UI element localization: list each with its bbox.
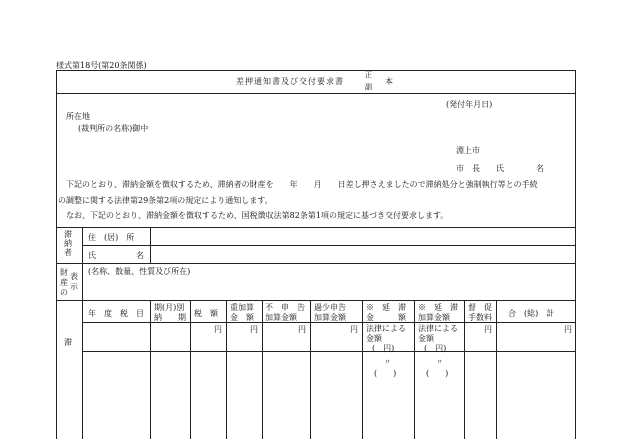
col-divider xyxy=(414,300,415,439)
col-divider xyxy=(226,300,227,439)
ditto-paren: ( ) xyxy=(374,369,397,378)
debtor-label-char: 納 xyxy=(64,239,72,248)
frame-left xyxy=(56,70,57,439)
property-label-char: 産 xyxy=(60,278,68,287)
debtor-bottom-line xyxy=(56,263,576,264)
col-divider xyxy=(464,300,465,439)
issuer-city: 淵上市 xyxy=(456,146,480,155)
header-delay2-2: 加算金額 xyxy=(418,313,450,322)
unit-yen: 円 xyxy=(250,325,258,334)
header-under-1: 過少申告 xyxy=(314,303,346,312)
header-under-2: 加算金額 xyxy=(314,313,346,322)
header-due-1: 期(月)別 xyxy=(154,303,185,312)
header-fee-1: 督 促 xyxy=(468,303,492,312)
header-due-2: 納 期 xyxy=(154,313,186,322)
unit-yen: 円 xyxy=(484,325,492,334)
frame-right xyxy=(575,70,576,439)
unit-yen: 円 xyxy=(214,325,222,334)
ditto-mark: 〃 xyxy=(384,358,391,366)
recipient-address-label: 所在地 xyxy=(66,112,90,121)
law-note-delay2 xyxy=(418,324,458,354)
col-divider xyxy=(310,300,311,439)
unit-yen: 円 xyxy=(564,325,572,334)
document-title: 差押通知書及び交付要求書 xyxy=(236,77,344,86)
col-divider xyxy=(496,300,497,439)
form-number: 様式第18号(第20条関係) xyxy=(56,61,147,70)
header-tax-amount: 税 額 xyxy=(194,309,218,318)
debtor-mid-line xyxy=(82,245,576,246)
debtor-label-char: 者 xyxy=(64,248,72,257)
col-divider xyxy=(262,300,263,439)
law-note-amount: ( 円) xyxy=(372,344,395,353)
copy-type-suffix: 本 xyxy=(385,77,393,86)
issue-date: (発付年月日) xyxy=(446,100,493,109)
recipient-court: (裁判所の名称)御中 xyxy=(78,124,149,133)
law-note-text: 金額 xyxy=(366,334,382,343)
property-label-char: 示 xyxy=(70,282,78,291)
header-delay2-1: ※ 延 滞 xyxy=(418,303,458,312)
col-divider xyxy=(362,300,363,439)
header-add-2: 金 額 xyxy=(230,313,254,322)
unit-yen: 円 xyxy=(298,325,306,334)
copy-type-duplicate: 副 xyxy=(365,83,372,91)
law-note-text: 法律による xyxy=(418,324,458,333)
body-line-3: なお、下記のとおり、滞納金額を徴収するため、国税徴収法第82条第1項の規定に基づき交付要求します。 xyxy=(66,211,449,220)
law-note-delay1 xyxy=(366,324,406,354)
debtor-section-label xyxy=(64,230,72,257)
law-note-text: 法律による xyxy=(366,324,406,333)
header-total: 合 (総) 計 xyxy=(508,309,555,318)
header-add-1: 重加算 xyxy=(230,303,254,312)
title-divider xyxy=(56,93,576,94)
body-line-1: 下記のとおり、滞納金額を徴収するため、滞納者の財産を 年 月 日差し押さえましたので滞納処分と強制執行等との手続 xyxy=(66,180,538,189)
arrears-row-line xyxy=(82,351,576,352)
header-nonfile-1: 不 申 告 xyxy=(265,303,305,312)
issuer-mayor: 市 長 氏 名 xyxy=(456,164,544,173)
label-column-divider xyxy=(82,227,83,439)
frame-top xyxy=(56,70,576,71)
ditto-mark: 〃 xyxy=(436,358,443,366)
copy-type-original: 正 xyxy=(365,71,372,79)
header-tax-item: 税 目 xyxy=(120,309,144,318)
unit-yen: 円 xyxy=(350,325,358,334)
arrears-section-label: 滞 xyxy=(64,338,72,347)
property-label-char: 財 xyxy=(60,268,68,277)
col-divider xyxy=(150,300,151,439)
law-note-amount: ( 円) xyxy=(424,344,447,353)
debtor-label-char: 滞 xyxy=(64,230,72,239)
body-line-2: の調整に関する法律第29条第2項の規定により通知します。 xyxy=(58,196,273,205)
debtor-address-label: 住 (居) 所 xyxy=(88,233,135,242)
header-nonfile-2: 加算金額 xyxy=(265,313,297,322)
header-delay1-2: 金 額 xyxy=(366,313,406,322)
col-divider xyxy=(190,300,191,439)
header-year: 年 度 xyxy=(88,309,112,318)
header-delay1-1: ※ 延 滞 xyxy=(366,303,406,312)
debtor-top-line xyxy=(56,227,576,228)
property-bottom-line xyxy=(56,300,576,301)
property-label-char: の xyxy=(60,288,68,297)
ditto-paren: ( ) xyxy=(426,369,449,378)
debtor-name-label: 氏 名 xyxy=(88,251,144,260)
header-fee-2: 手数料 xyxy=(468,313,492,322)
property-label-char: 表 xyxy=(70,272,78,281)
property-note: (名称、数量、性質及び所在) xyxy=(88,267,191,276)
law-note-text: 金額 xyxy=(418,334,434,343)
